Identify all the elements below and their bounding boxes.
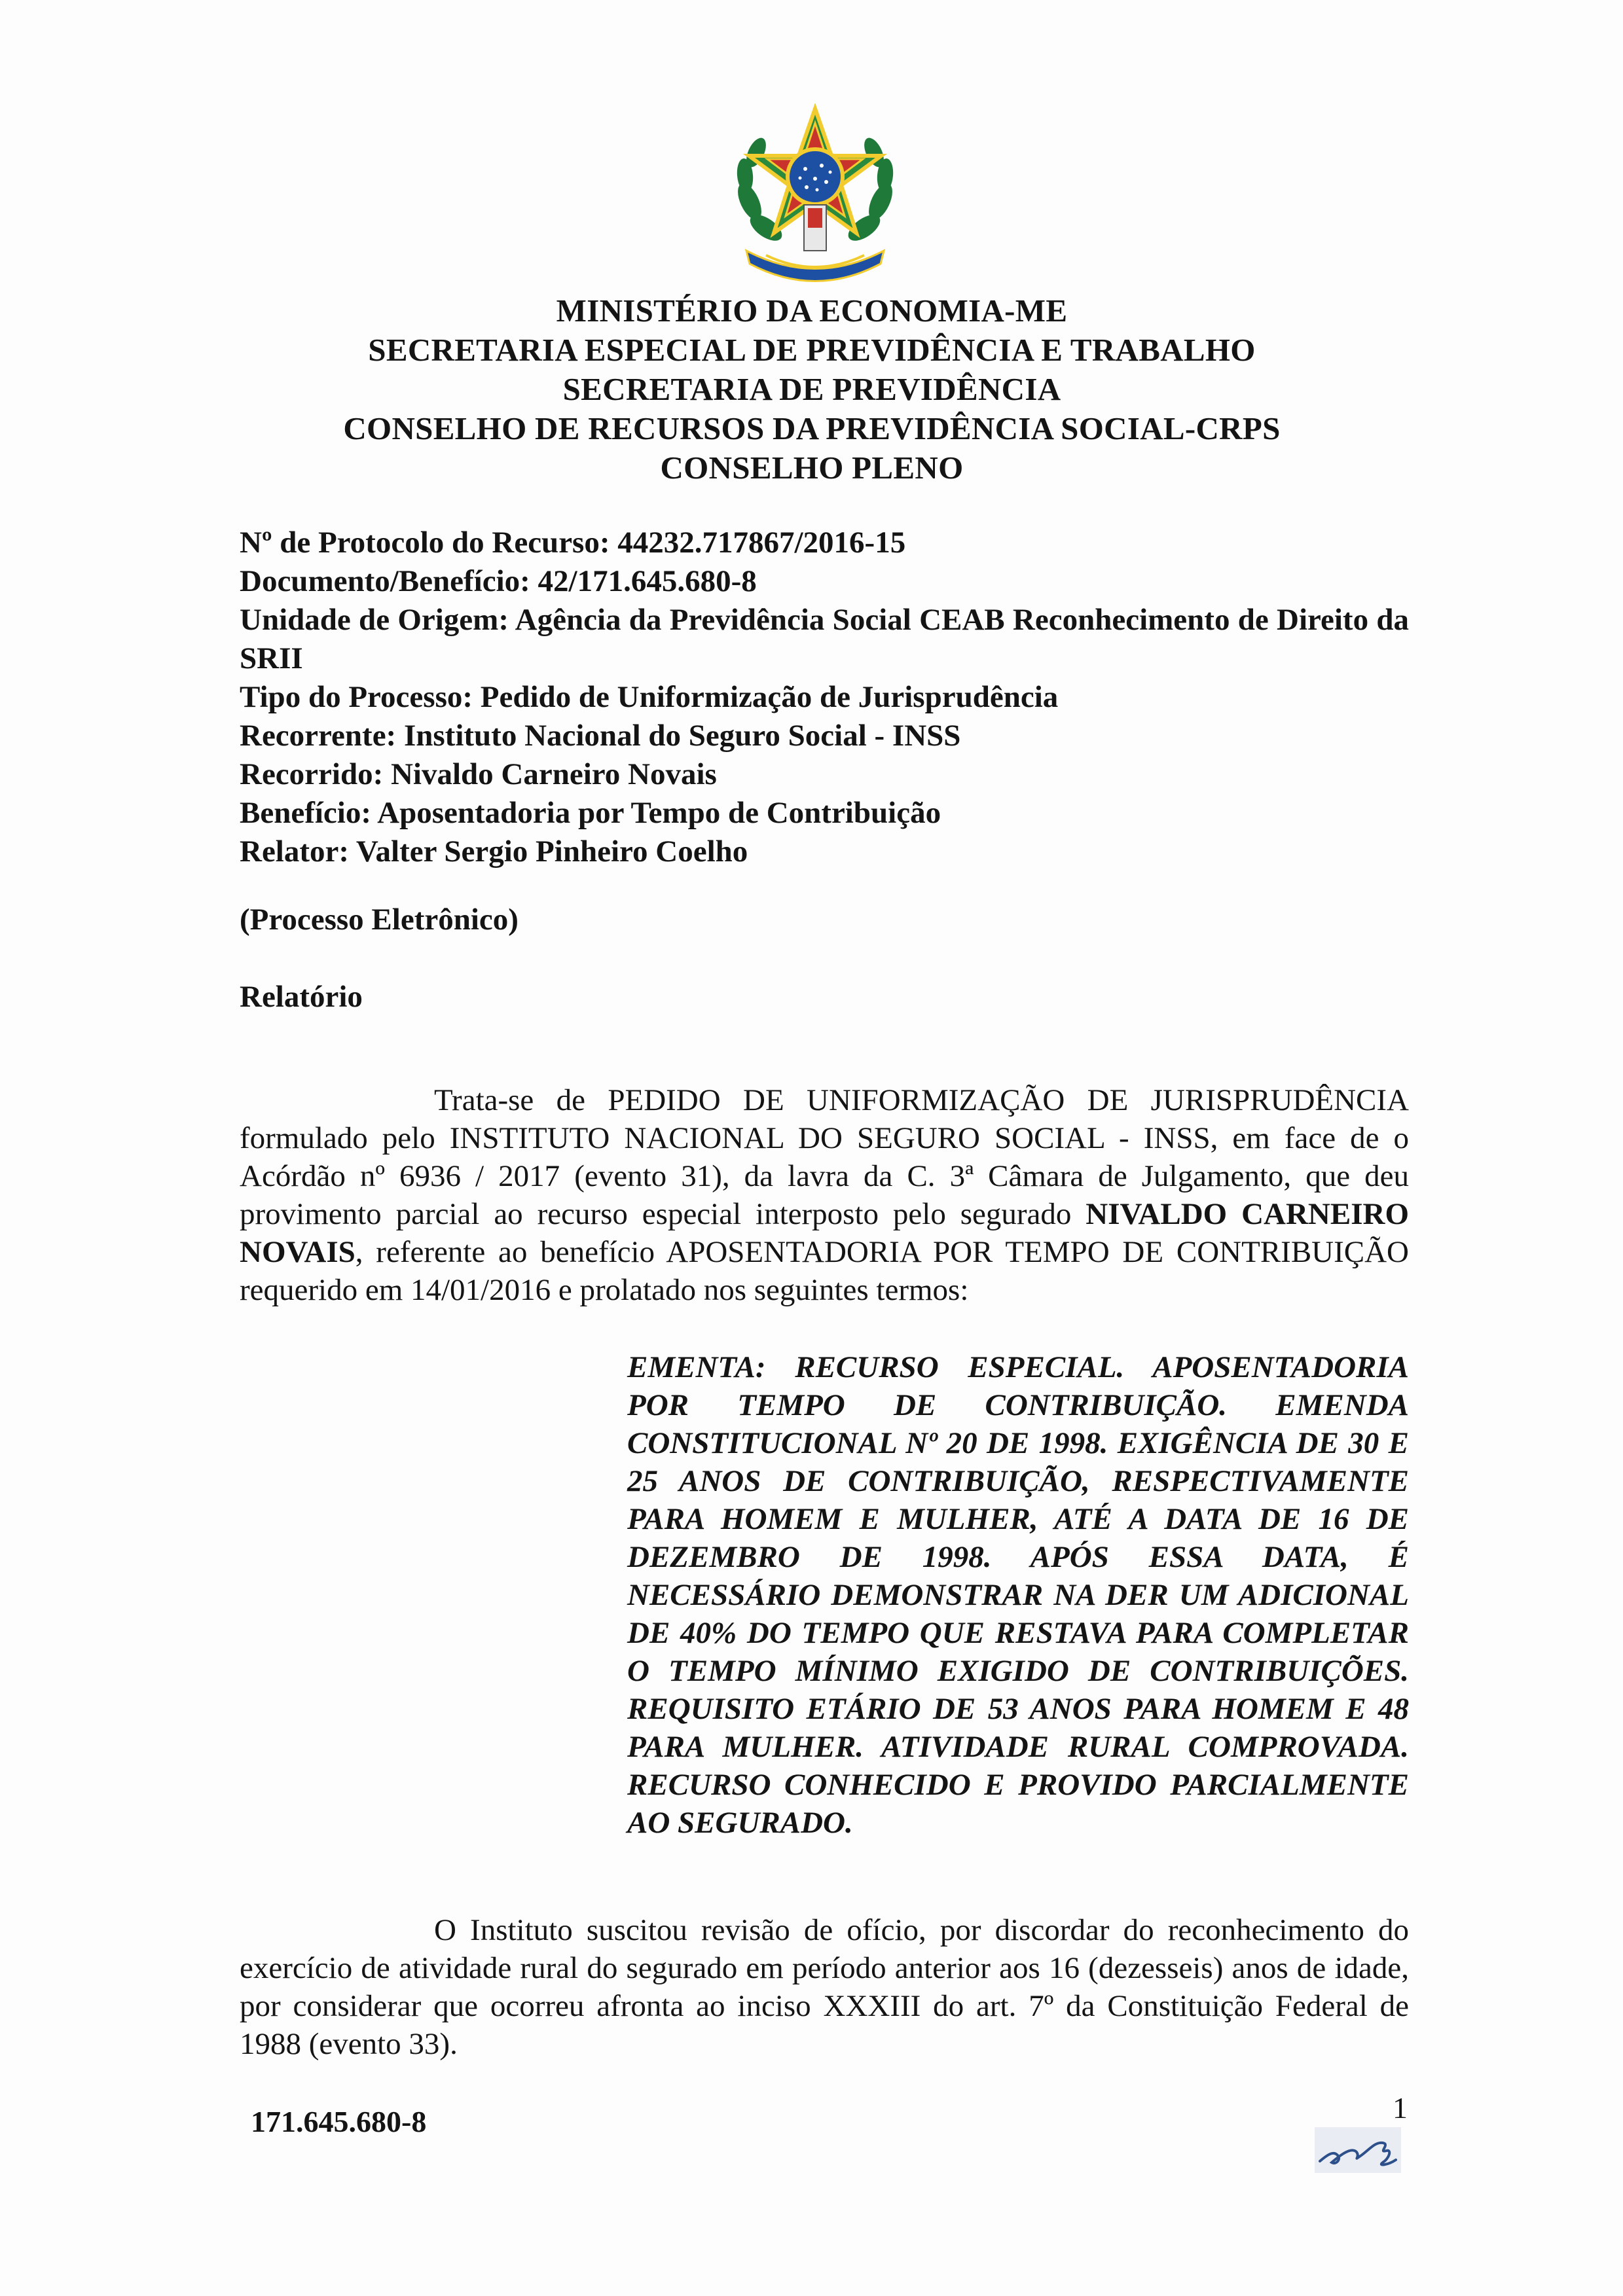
insured-name: NIVALDO CARNEIRO NOVAIS xyxy=(240,1197,1410,1269)
benefit: Benefício: Aposentadoria por Tempo de Contribuição xyxy=(240,796,941,830)
paragraph-intro xyxy=(240,1081,1409,1309)
header-block xyxy=(196,291,1427,488)
case-metadata xyxy=(240,524,1409,871)
header-council: CONSELHO DE RECURSOS DA PREVIDÊNCIA SOCIAL-CRPS xyxy=(343,410,1281,446)
process-type: Tipo do Processo: Pedido de Uniformização de Jurisprudência xyxy=(240,680,1059,714)
paragraph-intro-text-1: Trata-se de PEDIDO DE UNIFORMIZAÇÃO DE JURISPRUDÊNCIA formulado pelo INSTITUTO NACIONAL DO SEGURO SOCIAL - INSS, em face de o Acórdão nº 6936 / 2017 (evento 31), da lavra da C. 3ª Câmara de Julgamento, que deu provimento parcial ao recurso especial interposto pelo segurado xyxy=(240,1083,1409,1231)
report-heading: Relatório xyxy=(240,980,363,1014)
paragraph-intro-text-2: , referente ao benefício APOSENTADORIA POR TEMPO DE CONTRIBUIÇÃO requerido em 14/01/2016 e prolatado nos seguintes termos: xyxy=(240,1235,1409,1307)
header-secretariat: SECRETARIA DE PREVIDÊNCIA xyxy=(562,371,1061,407)
appellee: Recorrido: Nivaldo Carneiro Novais xyxy=(240,757,717,791)
header-ministry: MINISTÉRIO DA ECONOMIA-ME xyxy=(556,293,1068,329)
header-special-secretariat: SECRETARIA ESPECIAL DE PREVIDÊNCIA E TRABALHO xyxy=(368,332,1256,368)
brazil-coat-of-arms-icon xyxy=(727,103,903,283)
footer-document-number: 171.645.680-8 xyxy=(251,2105,427,2138)
rapporteur: Relator: Valter Sergio Pinheiro Coelho xyxy=(240,834,748,869)
paragraph-review xyxy=(240,1911,1409,2063)
appellant: Recorrente: Instituto Nacional do Seguro Social - INSS xyxy=(240,719,961,753)
origin-unit: Unidade de Origem: Agência da Previdência Social CEAB Reconhecimento de Direito da SRII xyxy=(240,603,1409,675)
paragraph-review-text: O Instituto suscitou revisão de ofício, por discordar do reconhecimento do exercício de atividade rural do segurado em período anterior aos 16 (dezesseis) anos de idade, por considerar que ocorreu afronta ao inciso XXXIII do art. 7º da Constituição Federal de 1988 (evento 33). xyxy=(240,1913,1409,2061)
electronic-process-label: (Processo Eletrônico) xyxy=(240,903,519,937)
protocol-number: Nº de Protocolo do Recurso: 44232.717867/2016-15 xyxy=(240,526,906,560)
document-benefit: Documento/Benefício: 42/171.645.680-8 xyxy=(240,564,757,598)
header-plenary: CONSELHO PLENO xyxy=(660,450,964,486)
page-number: 1 xyxy=(1393,2091,1408,2125)
ementa-quote: EMENTA: RECURSO ESPECIAL. APOSENTADORIA POR TEMPO DE CONTRIBUIÇÃO. EMENDA CONSTITUCIONAL Nº 20 DE 1998. EXIGÊNCIA DE 30 E 25 ANOS DE CONTRIBUIÇÃO, RESPECTIVAMENTE PARA HOMEM E MULHER, ATÉ A DATA DE 16 DE DEZEMBRO DE 1998. APÓS ESSA DATA, É NECESSÁRIO DEMONSTRAR NA DER UM ADICIONAL DE 40% DO TEMPO QUE RESTAVA PARA COMPLETAR O TEMPO MÍNIMO EXIGIDO DE CONTRIBUIÇÕES. REQUISITO ETÁRIO DE 53 ANOS PARA HOMEM E 48 PARA MULHER. ATIVIDADE RURAL COMPROVADA. RECURSO CONHECIDO E PROVIDO PARCIALMENTE AO SEGURADO. xyxy=(627,1350,1409,1840)
initials-signature-icon xyxy=(1315,2127,1401,2173)
